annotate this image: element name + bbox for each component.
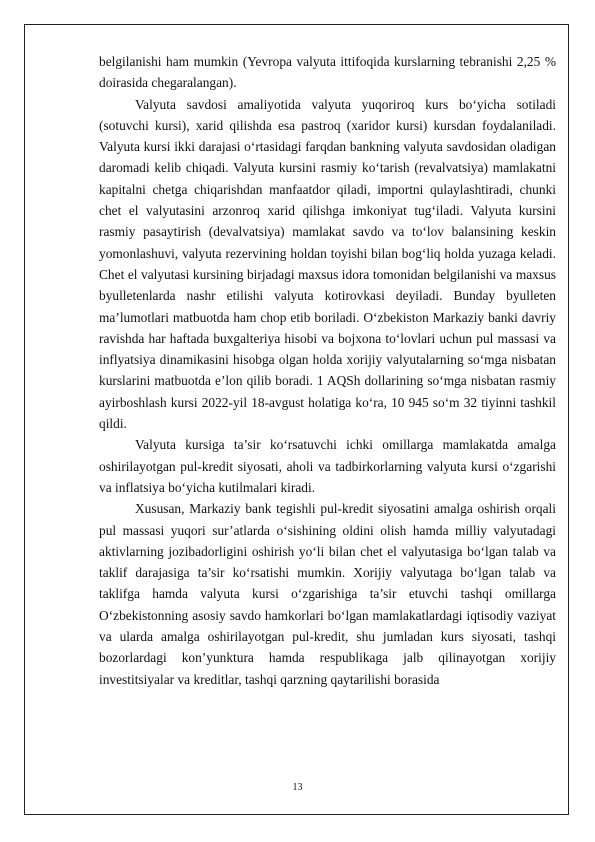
paragraph-exchange-rate-trading: Valyuta savdosi amaliyotida valyuta yuqoriroq kurs bo‘yicha sotiladi (sotuvchi kursi), xarid qilishda esa pastroq (xaridor kursi) kursdan foydalaniladi. Valyuta kursi ikki darajasi o‘rtasidagi farqdan bankning valyuta savdosidan oladigan daromadi kelib chiqadi. Valyuta kursini rasmiy ko‘tarish (revalvatsiya) mamlakatni kapitalni chetga chiqarishdan manfaatdor qiladi, importni qulaylashtiradi, chunki chet el valyutasini arzonroq xarid qilishga imkoniyat tug‘iladi. Valyuta kursini rasmiy pasaytirish (devalvatsiya) mamlakat savdo va to‘lov balansining keskin yomonlashuvi, valyuta rezervining holdan toyishi bilan bog‘liq holda yuzaga keladi. Chet el valyutasi kursining birjadagi maxsus idora tomonidan belgilanishi va maxsus byulletenlarda nashr etilishi valyuta kotirovkasi deyiladi. Bunday byulleten ma’lumotlari matbuotda ham chop etib boriladi. O‘zbekiston Markaziy banki davriy ravishda har haftada buxgalteriya hisobi va bojxona to‘lovlari uchun pul massasi va inflyatsiya dinamikasini hisobga olgan holda xorijiy valyutalarning so‘mga nisbatan kurslarini matbuotda e’lon qilib boradi. 1 AQSh dollarining so‘mga nisbatan rasmiy ayirboshlash kursi 2022-yil 18-avgust holatiga ko‘ra, 10 945 so‘m 32 tiyinni tashkil qildi. [99, 96, 556, 432]
paragraph-internal-factors: Valyuta kursiga ta’sir ko‘rsatuvchi ichki omillarga mamlakatda amalga oshirilayotgan pul-kredit siyosati, aholi va tadbirkorlarning valyuta kursi o‘zgarishi va inflatsiya bo‘yicha kutilmalari kiradi. [99, 437, 556, 495]
document-body [99, 51, 556, 690]
paragraph-continuation: belgilanishi ham mumkin (Yevropa valyuta ittifoqida kurslarning tebranishi 2,25 % doirasida chegaralangan). [99, 54, 556, 91]
page-number: 13 [292, 782, 303, 793]
paragraph-external-factors: Xususan, Markaziy bank tegishli pul-kredit siyosatini amalga oshirish orqali pul massasi yuqori sur’atlarda o‘sishining oldini olish hamda milliy valyutadagi aktivlarning jozibadorligini oshirish yo‘li bilan chet el valyutasiga bo‘lgan talab va taklif darajasiga ta’sir ko‘rsatishi mumkin. Xorijiy valyutaga bo‘lgan talab va taklifga hamda valyuta kursi o‘zgarishiga ta’sir etuvchi tashqi omillarga O‘zbekistonning asosiy savdo hamkorlari bo‘lgan mamlakatlardagi iqtisodiy vaziyat va ularda amalga oshirilayotgan pul-kredit, shu jumladan kurs siyosati, tashqi bozorlardagi kon’yunktura hamda respublikaga jalb qilinayotgan xorijiy investitsiyalar va kreditlar, tashqi qarzning qaytarilishi borasida [99, 501, 556, 687]
